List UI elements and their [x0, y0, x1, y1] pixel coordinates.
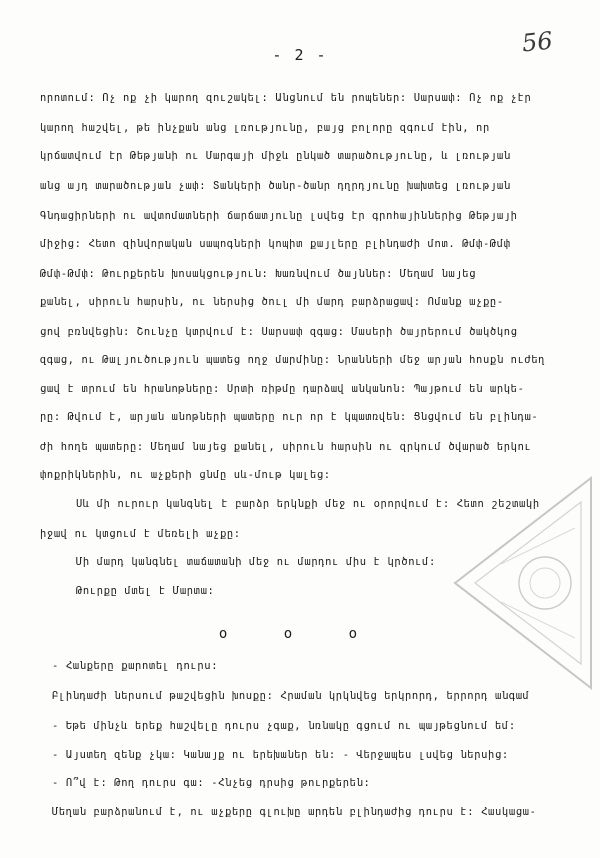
text-line: ցավ է տրում են հրանոթները: Սրտի ռիթմը դարձավ անկանոն: Պայթում են արկե-: [40, 383, 525, 395]
text-line: զգաց, ու Թալյուծություն պատեց ողջ մարմինը: Նրանների մեջ արյան հոսքն ուժեղ: [40, 354, 546, 366]
text-line: իջավ ու կտցում է մեռելի աչքը:: [40, 528, 241, 540]
text-line: - Հանքերը քարոտել դուրս:: [52, 660, 219, 672]
text-line: Մի մարդ կանգնել տաճատանի մեջ ու մարդու միս է կրծում:: [76, 556, 436, 568]
text-line: - Ո՞վ է: Թող դուրս գա: -Հնչեց դրսից թուրքերեն:: [52, 777, 371, 789]
text-line: անց այդ տարածության չափ: Տանկերի ծանր-ծանր դղրդյունը խախտեց լռության: [40, 180, 511, 192]
text-line: Մեղան բարձրանում է, ու աչքերը գլուխը արդեն բլինդաժից դուրս է: Հասկացա-: [52, 806, 537, 818]
text-line: - Եթե մինչև երեք հաշվելը դուրս չգաք, նռնակը գցում ու պայթեցնում եմ:: [52, 720, 516, 732]
text-line: րը: Թվում է, արյան անոթների պատերը ուր որ է կպատռվեն: Ցնցվում են բլինդա-: [40, 411, 539, 423]
text-line: Թուրքը մտել է Մարտա:: [76, 585, 215, 597]
text-line: ցով բռնվեցին: Շունչը կտրվում է: Սարսափ զգաց: Մասերի ծայրերում ծակծկոց: [40, 326, 518, 338]
text-line: Բլինդաժի ներսում թաշվեցին խոսքը: Հրաման կրկնվեց երկրորդ, երրորդ անգամ: [52, 690, 530, 702]
text-line: կրճատվում էր Թեթյանի ու Մարգայի միջև ընկած տարածությունը, և լռության: [40, 150, 511, 162]
archive-number: 56: [520, 26, 554, 58]
text-line: փոքրիկներին, ու աչքերի ցնմը սև-մութ կալեց:: [40, 469, 331, 481]
text-line: Գնդացիրների ու ավտոմատների ճարճատյունը լսվեց էր գրոհայիններից Թեթյայի: [40, 210, 518, 222]
text-line: Սև մի ուրուր կանգնել է բարձր երկնքի մեջ ու օրորվում է: Հետո շեշտակի: [76, 498, 540, 510]
section-divider: o o o: [218, 626, 382, 642]
text-line: կարող հաշվել, թե ինչքան անց լռությունը, բայց բոլորը զգում էին, որ: [40, 122, 490, 134]
text-line: Թմփ-Թմփ: Թուրքերեն խոսակցություն: Խառնվում ծայններ: Մեղամ նայեց: [40, 268, 477, 280]
page-number: - 2 -: [272, 46, 328, 64]
text-line: ժի հողե պատերը: Մեղամ նայեց քանել, սիրուն հարսին ու զրկում ծվարած երկու: [40, 441, 532, 453]
text-line: - Այստեղ զենք չկա: Կանայք ու երեխաներ են: - Վերջապես լսվեց ներսից:: [52, 749, 509, 761]
text-line: քանել, սիրուն հարսին, ու ներսից ծուլ մի մարդ բարձրացավ: Ոմանք աչքը-: [40, 296, 504, 308]
archive-stamp: [445, 468, 595, 698]
text-line: որոտում: Ոչ ոք չի կարող զուշակել: Անցնում են րոպեներ: Սարսափ: Ոչ ոք չէր: [40, 92, 532, 104]
text-line: միջից: Հետո զինվորական սապոգների կոպիտ քայլերը բլինդաժի մոտ. Թմփ-Թմփ: [40, 238, 511, 250]
